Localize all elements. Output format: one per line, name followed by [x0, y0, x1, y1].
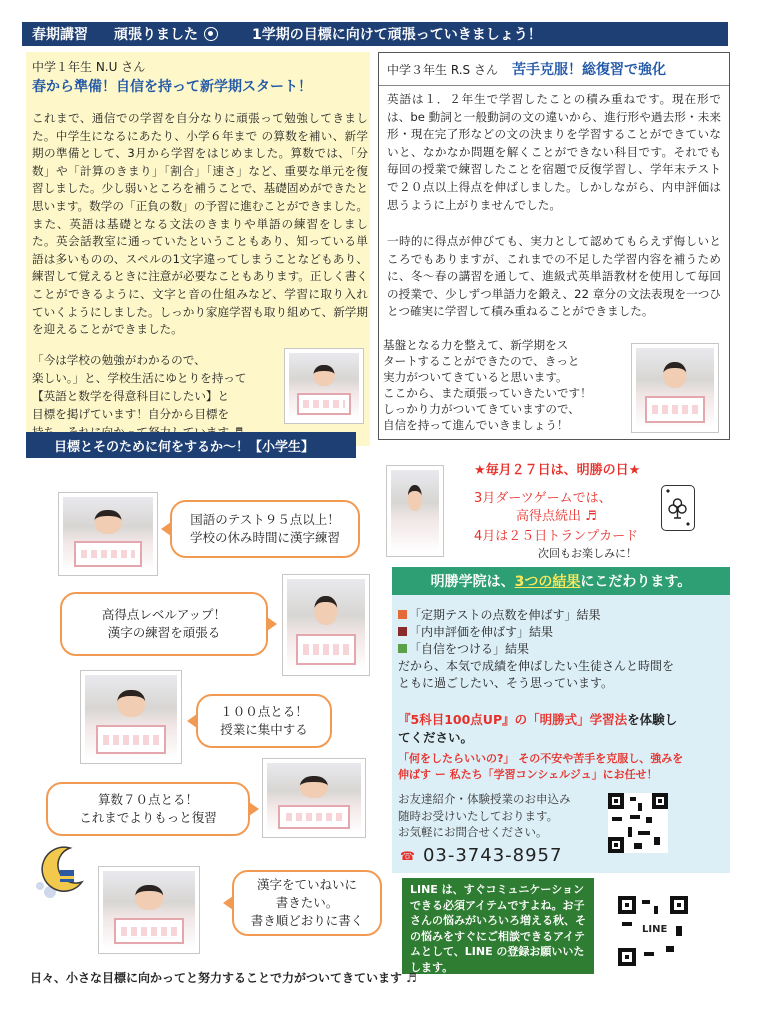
result-text: 「自信をつける」結果	[409, 642, 530, 656]
concierge-line: 「何をしたらいいの?」 その不安や苦手を克服し、強みを	[398, 752, 684, 765]
method-name: 『5科目100点UP』の「明勝式」学習法	[398, 712, 628, 727]
contact-line: お友達紹介・体験授業のお申込み	[398, 792, 571, 806]
closing-line: ここから、また頑張っていきたいです！	[383, 386, 592, 400]
goal-text: 学校の休み時間に漢字練習	[189, 530, 340, 545]
article-body: これまで、通信での学習を自分なりに頑張って勉強してきました。中学生になるにあたり、小学６年まで の算数を補い、新学期の準備として、3月から学習をはじめました。算数では、「分数」や「計算のきまり」「割合」「速さ」など、重要な単元を復習しました。少し弱いところを補うことで、基礎固めができたと思います。数学の「正負の数」の予習に進むことができました。また、英語は基礎となる文法のきまりや単語の練習をしました。英会話教室に通っていたということもあり、知っている単語は多いものの、スペルの1文字違ってしまうことなどもあり、練習して覚えるときに注意が必要なこともあります。正しく書くことができるように、文字と音の仕組みなど、学習に取り入れていくようにしました。しっかり家庭学習も取り組めて、新学期を迎えることができました。	[32, 111, 368, 337]
flower-icon	[204, 27, 218, 41]
phone-row[interactable]	[400, 845, 562, 866]
goal-bubble	[60, 592, 268, 656]
quote-line: 目標を掲げています！自分から目標を	[32, 407, 230, 421]
top-banner	[22, 22, 728, 46]
student-photo	[631, 343, 719, 433]
result-text: 「内申評価を伸ばす」結果	[409, 625, 554, 639]
bullet-square-icon	[398, 644, 407, 653]
result-text: 「定期テストの点数を伸ばす」結果	[409, 608, 601, 622]
phone-icon: ☎	[400, 848, 415, 863]
student-label: 中学３年生 R.S さん	[387, 62, 498, 77]
closing-line: しっかり力がついてきていますので、	[383, 402, 580, 416]
event-photo	[386, 465, 444, 557]
academy-header	[392, 567, 730, 595]
left-article	[26, 52, 370, 446]
description-line: ともに過ごしたい、そう思っています。	[398, 676, 614, 690]
goals-section-bar	[26, 432, 356, 458]
event-text: 3月ダーツゲームでは、	[474, 491, 612, 506]
line-label: LINE	[642, 924, 668, 935]
footer-message: 日々、小さな目標に向かってと努力することで力がついてきています ♬	[30, 971, 417, 985]
closing-line: 自信を持って進んでいきましょう！	[383, 418, 569, 432]
goal-text: 漢字をていねいに	[256, 877, 357, 892]
event-text: 4月は２５日トランプカード	[474, 529, 639, 544]
results-list	[398, 607, 674, 692]
goal-bubble	[46, 782, 250, 836]
description-line: だから、本気で成績を伸ばしたい生徒さんと時間を	[398, 659, 675, 673]
concierge-line: 伸ばす ー 私たち「学習コンシェルジュ」にお任せ！	[398, 768, 658, 781]
list-item	[398, 624, 674, 641]
article-headline: 春から準備！自信を持って新学期スタート！	[32, 79, 312, 95]
header-text: にこだわります。	[580, 574, 692, 590]
playing-card-icon	[661, 485, 695, 531]
method-suffix: を体験し	[627, 712, 678, 727]
goal-text: １００点とる！	[220, 704, 308, 719]
concierge-text	[398, 751, 683, 783]
method-text	[398, 711, 677, 747]
right-article	[378, 52, 730, 440]
header-emphasis: 3つの結果	[514, 574, 581, 590]
quote-line: 【英語と数学を得意科目にしたい】と	[32, 389, 230, 403]
meisho-day-title: ★毎月２７日は、明勝の日★	[474, 463, 641, 478]
header-text: 明勝学院は、	[430, 574, 515, 590]
qr-code[interactable]	[608, 793, 668, 853]
contact-text	[398, 791, 571, 841]
list-item	[398, 607, 674, 624]
goal-text: 漢字の練習を頑張る	[107, 625, 221, 640]
contact-line: お気軽にお問合せください。	[398, 825, 548, 839]
meisho-day-section	[378, 451, 730, 565]
goal-bubble	[232, 870, 382, 936]
goals-title: 目標とそのために何をするか～！【小学生】	[54, 439, 315, 455]
academy-info-box	[392, 567, 730, 873]
bullet-square-icon	[398, 627, 407, 636]
list-item	[398, 641, 674, 658]
mascot-moon-icon	[30, 840, 92, 902]
article-headline: 苦手克服！総復習で強化	[511, 62, 666, 78]
closing-line: 実力がついてきていると思います。	[383, 370, 568, 384]
goal-text: 書きたい。	[275, 895, 339, 910]
student-label: 中学１年生 N.U さん	[32, 60, 146, 74]
article-body-2: 一時的に得点が伸びても、実力として認めてもらえず悔しいところでもありますが、これまでの不足した学習内容を補うために、冬～春の講習を通して、進級式英単語教材を使用して毎回の授業で、少しずつ単語力を鍛え、22 章分の文法表現を一つひとつ確実に学習して積み重ねることができました。	[387, 234, 721, 319]
phone-number[interactable]: 03-3743-8957	[422, 845, 563, 866]
closing-line: 基盤となる力を整えて、新学期をス	[383, 338, 569, 352]
student-photo	[80, 670, 182, 764]
goal-text: 授業に集中する	[220, 722, 308, 737]
goal-text: 算数７０点とる！	[97, 792, 198, 807]
closing-line: タートすることができたので、きっと	[383, 354, 580, 368]
event-note: 次回もお楽しみに！	[538, 547, 637, 560]
goal-bubble	[196, 694, 332, 748]
event-text: 高得点続出 ♬	[516, 509, 597, 524]
quote-line: 「今は学校の勉強がわかるので、	[32, 353, 206, 367]
line-info-box: LINE は、すぐコミュニケーションできる必須アイテムですよね。お子さんの悩みがいろいろ増える秋、その悩みをすぐにご相談できるアイテムとして、LINE の登録お願いいたします。	[402, 878, 594, 974]
student-photo	[282, 574, 370, 676]
quote-line: 楽しい。」と、学校生活にゆとりを持って	[32, 371, 247, 385]
student-photo	[98, 866, 200, 954]
method-line: てください。	[398, 730, 474, 745]
student-photo	[58, 492, 158, 576]
bullet-square-icon	[398, 610, 407, 619]
effort-label: 頑張りました	[114, 27, 198, 43]
student-photo	[262, 758, 366, 838]
student-photo	[284, 348, 364, 424]
goal-text: 高得点レベルアップ！	[101, 607, 227, 622]
goal-text: これまでよりもっと復習	[79, 810, 217, 825]
line-qr-code[interactable]	[618, 896, 688, 966]
section-title: 春期講習	[32, 27, 88, 43]
goal-text: 国語のテスト９５点以上！	[190, 512, 340, 527]
goal-bubble	[170, 500, 360, 558]
banner-message: 1学期の目標に向けて頑張っていきましょう！	[252, 27, 542, 43]
goal-text: 書き順どおりに書く	[250, 913, 364, 928]
contact-line: 随時お受けいたしております。	[398, 808, 559, 823]
article-body: 英語は１．２年生で学習したことの積み重ねです。現在形では、be 動詞と一般動詞の文の違いから、進行形や過去形・未来形・現在完了形などの文の決まりを学習することができていないと、なかなか問題を解くことができない科目です。それでも毎回の授業で練習したことを宿題で反復学習し、学年末テストで２０点以上得点を伸ばしました。しかしながら、内申評価は思うように上がりませんでした。	[387, 92, 721, 212]
